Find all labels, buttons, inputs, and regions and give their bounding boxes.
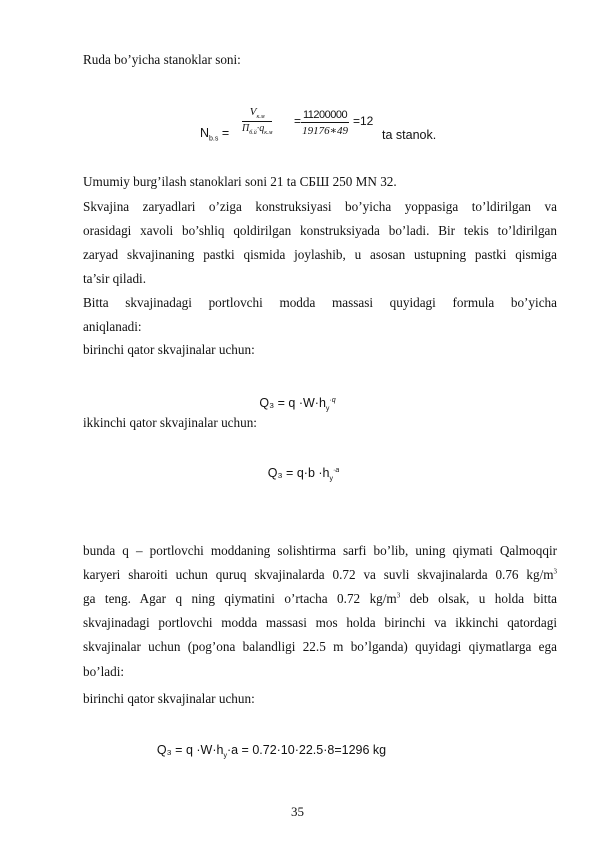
formula-lhs: [200, 126, 229, 143]
formula-subscript: y: [325, 405, 330, 413]
formula-equals: =: [218, 126, 230, 140]
formula-subscript: к.м: [264, 130, 273, 137]
paragraph-line: skvajinalar uchun (pog’ona balandligi 22.5 m bo’lganda) quyidagi qiymatlarga ega: [83, 639, 557, 654]
fraction-denominator: [242, 122, 272, 136]
text-line: birinchi qator skvajinalar uchun:: [83, 691, 255, 706]
formula-equals: =: [294, 114, 302, 128]
text-line: birinchi qator skvajinalar uchun:: [83, 342, 255, 357]
formula-subscript: б.й: [249, 130, 257, 137]
paragraph-line: zaryad skvajinaning pastki qismida joylashib, u asosan ustupning pastki qismiga: [83, 247, 557, 262]
formula-superscript: ·q: [329, 396, 336, 404]
formula-subscript: y: [223, 752, 227, 760]
formula-text: Q₃ = q ·W·h: [156, 743, 224, 757]
paragraph-line: Skvajina zaryadlari o’ziga konstruksiyasi bo’yicha yoppasiga to’ldirilgan va: [83, 199, 557, 214]
fraction-numeric: [301, 109, 349, 137]
formula-text: ·a = 0.72·10·22.5·8=1296 kg: [226, 743, 387, 757]
paragraph-line: aniqlanadi:: [83, 319, 142, 334]
fraction-denominator: 19176∗49: [302, 125, 349, 137]
formula-symbol: N: [200, 126, 210, 140]
text-line: Umumiy burg’ilash stanoklari soni 21 ta СБШ 250 MN 32.: [83, 174, 397, 189]
paragraph-line: ta’sir qiladi.: [83, 271, 146, 286]
formula-symbol: П: [242, 123, 250, 135]
paragraph-line: [83, 591, 557, 607]
paragraph-line: bunda q – portlovchi moddaning solishtirma sarfi bo’lib, uning qiymati Qalmoqqir: [83, 543, 557, 558]
formula-result: =12: [353, 114, 374, 128]
page-number: 35: [291, 804, 304, 819]
formula-subscript: b.s: [209, 135, 219, 143]
paragraph-text: deb olsak, u holda bitta: [400, 591, 557, 606]
superscript: 3: [553, 567, 557, 576]
fraction-numerator: [242, 106, 272, 122]
text-line: ikkinchi qator skvajinalar uchun:: [83, 415, 257, 430]
paragraph-line: bo’ladi:: [83, 664, 125, 679]
fraction-symbolic: [242, 106, 272, 136]
superscript: 3: [396, 591, 401, 600]
paragraph-line: skvajinadagi portlovchi modda massasi mos holda birinchi va ikkinchi qatordagi: [83, 615, 557, 630]
formula-unit: ta stanok.: [382, 128, 437, 142]
fraction-numerator: 11200000: [303, 109, 348, 121]
formula-charge-calculation: [0, 743, 569, 760]
formula-superscript: ·a: [332, 466, 340, 474]
paragraph-text: ga teng. Agar q ning qiymatini o’rtacha 0.72 kg/m: [83, 591, 397, 606]
paragraph-line: orasidagi xavoli bo’shliq qoldirilgan konstruksiyada bo’ladi. Bir tekis to’ldirilgan: [83, 223, 557, 238]
formula-stanok-count: [200, 104, 460, 150]
formula-charge-second-row: [6, 466, 595, 483]
paragraph-line: [83, 567, 557, 583]
text-line: Ruda bo’yicha stanoklar soni:: [83, 52, 241, 67]
formula-text: Q₃ = q ·W·h: [259, 396, 326, 410]
formula-symbol: V: [249, 106, 257, 118]
formula-subscript: к.м: [256, 114, 265, 121]
paragraph-line: Bitta skvajinadagi portlovchi modda massasi quyidagi formula bo’yicha: [83, 295, 557, 310]
paragraph-text: karyeri sharoiti uchun quruq skvajinalarda 0.72 va suvli skvajinalarda 0.76 kg/m: [83, 567, 554, 582]
formula-text: Q₃ = q·b ·h: [267, 466, 330, 480]
formula-symbol: ∙q: [256, 123, 265, 135]
formula-subscript: y: [329, 475, 333, 483]
formula-charge-first-row: [0, 396, 595, 413]
